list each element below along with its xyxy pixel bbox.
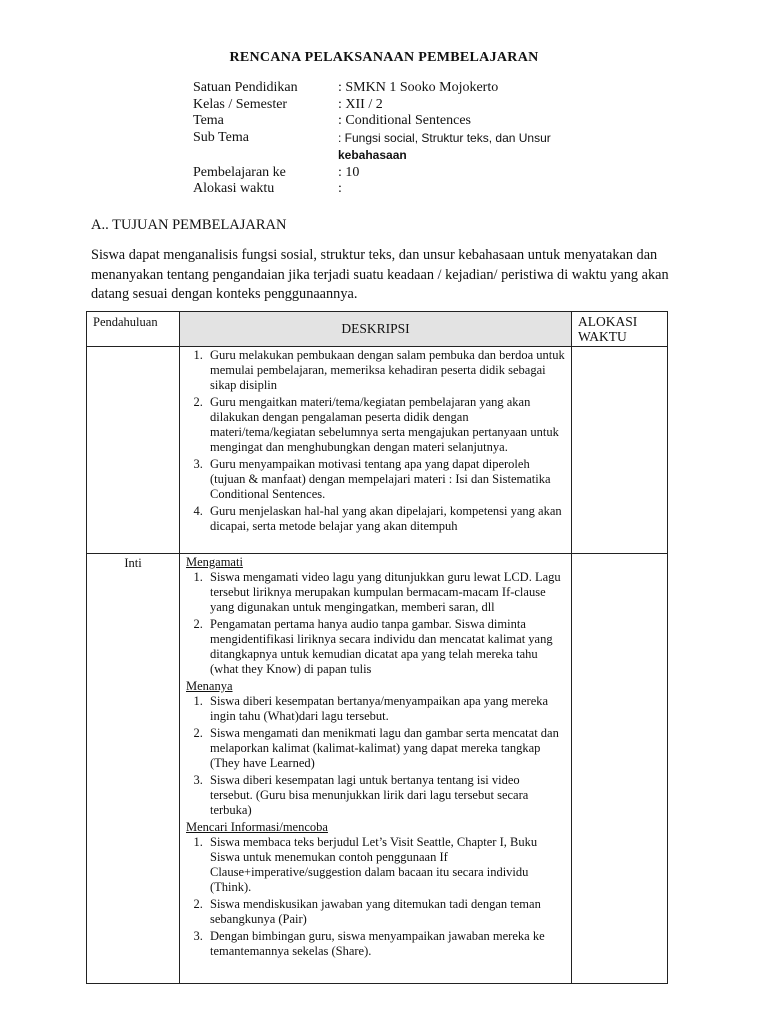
inti-desc-cell	[180, 554, 572, 984]
list-item: 1. Siswa membaca teks berjudul Let’s Visit Seattle, Chapter I, Buku Siswa untuk menemukan contoh penggunaan If Clause+imperative/suggestion dalam bacaan itu secara individu (Think).	[206, 835, 565, 895]
subheading-menanya: Menanya	[186, 679, 233, 693]
subheading-mencari-informasi: Mencari Informasi/mencoba	[186, 820, 328, 834]
table-header-row	[87, 312, 668, 347]
pembelajaran-value: : 10	[338, 164, 360, 180]
inti-phase-cell: Inti	[87, 554, 180, 984]
pendahuluan-phase-cell	[87, 347, 180, 554]
info-row-pembelajaran	[193, 165, 593, 182]
pendahuluan-desc-cell	[180, 347, 572, 554]
info-row-satuan	[193, 80, 593, 97]
list-item: 2. Siswa mendiskusikan jawaban yang ditemukan tadi dengan teman sebangkunya (Pair)	[206, 897, 565, 927]
table-row-inti	[87, 554, 668, 984]
list-item: 1. Guru melakukan pembukaan dengan salam pembuka dan berdoa untuk memulai pembelajaran, memeriksa kehadiran peserta didik sebagai sikap disiplin	[206, 348, 565, 393]
subtema-value	[338, 130, 593, 165]
satuan-label: Satuan Pendidikan	[193, 80, 298, 95]
header-phase-cell: Pendahuluan	[87, 312, 180, 347]
subtema-value-line2: kebahasaan	[338, 148, 407, 162]
list-item: 2. Siswa mengamati dan menikmati lagu dan gambar serta mencatat dan melaporkan kalimat (kalimat-kalimat) yang dapat mereka tangkap (They have Learned)	[206, 726, 565, 771]
mencari-list	[186, 835, 565, 959]
subtema-label: Sub Tema	[193, 129, 249, 145]
pendahuluan-list	[186, 348, 565, 534]
list-item: 4. Guru menjelaskan hal-hal yang akan dipelajari, kompetensi yang akan dicapai, serta metode belajar yang akan ditempuh	[206, 504, 565, 534]
inti-alokasi-cell	[572, 554, 668, 984]
tema-value: : Conditional Sentences	[338, 113, 471, 128]
list-item: 3. Dengan bimbingan guru, siswa menyampaikan jawaban mereka ke temantemannya sekelas (Share).	[206, 929, 565, 959]
section-heading-tujuan: A.. TUJUAN PEMBELAJARAN	[91, 217, 287, 233]
list-item: 1. Siswa diberi kesempatan bertanya/menyampaikan apa yang mereka ingin tahu (What)dari lagu tersebut.	[206, 694, 565, 724]
list-item: 2. Guru mengaitkan materi/tema/kegiatan pembelajaran yang akan dilakukan dengan pengalaman peserta didik dengan materi/tema/kegiatan sebelumnya serta mengajukan pertanyaan untuk mengingat dan menghubungkan dengan materi selanjutnya.	[206, 395, 565, 455]
satuan-value: : SMKN 1 Sooko Mojokerto	[338, 80, 499, 95]
identity-block	[193, 80, 593, 198]
kelas-value: : XII / 2	[338, 96, 383, 112]
kelas-label: Kelas / Semester	[193, 96, 288, 112]
pendahuluan-alokasi-cell	[572, 347, 668, 554]
info-row-alokasi	[193, 181, 593, 198]
document-title: RENCANA PELAKSANAAN PEMBELAJARAN	[229, 50, 539, 65]
header-alokasi-cell: ALOKASI WAKTU	[572, 312, 668, 347]
menanya-list	[186, 694, 565, 818]
info-row-tema	[193, 113, 593, 130]
tujuan-paragraph: Siswa dapat menganalisis fungsi sosial, struktur teks, dan unsur kebahasaan untuk menyatakan dan menanyakan tentang pengandaian jika terjadi suatu keadaan / kejadian/ peristiwa di waktu yang akan datang sesuai dengan konteks penggunaannya.	[91, 247, 669, 302]
list-item: 3. Guru menyampaikan motivasi tentang apa yang dapat diperoleh (tujuan & manfaat) dengan mempelajari materi : Isi dan Sistematika Conditional Sentences.	[206, 457, 565, 502]
tema-label: Tema	[193, 113, 224, 128]
table-row-pendahuluan	[87, 347, 668, 554]
activity-table	[86, 311, 668, 984]
alokasi-label: Alokasi waktu	[193, 181, 275, 196]
info-row-subtema	[193, 130, 593, 165]
mengamati-list	[186, 570, 565, 677]
pembelajaran-label: Pembelajaran ke	[193, 164, 286, 180]
list-item: 2. Pengamatan pertama hanya audio tanpa gambar. Siswa diminta mengidentifikasi liriknya secara individu dan mencatat kalimat yang ditangkapnya untuk kemudian dicatat apa yang telah mereka tahu (what they Know) di papan tulis	[206, 617, 565, 677]
list-item: 3. Siswa diberi kesempatan lagi untuk bertanya tentang isi video tersebut. (Guru bisa menunjukkan lirik dari lagu tersebut secara terbuka)	[206, 773, 565, 818]
info-row-kelas	[193, 97, 593, 114]
subheading-mengamati: Mengamati	[186, 555, 243, 569]
alokasi-value: :	[338, 181, 342, 196]
header-deskripsi-cell: DESKRIPSI	[180, 312, 572, 347]
list-item: 1. Siswa mengamati video lagu yang ditunjukkan guru lewat LCD. Lagu tersebut liriknya merupakan kumpulan bermacam-macam If-clause yang digunakan untuk mengingatkan, memberi saran, dll	[206, 570, 565, 615]
subtema-value-line1: : Fungsi social, Struktur teks, dan Unsur	[338, 130, 551, 145]
